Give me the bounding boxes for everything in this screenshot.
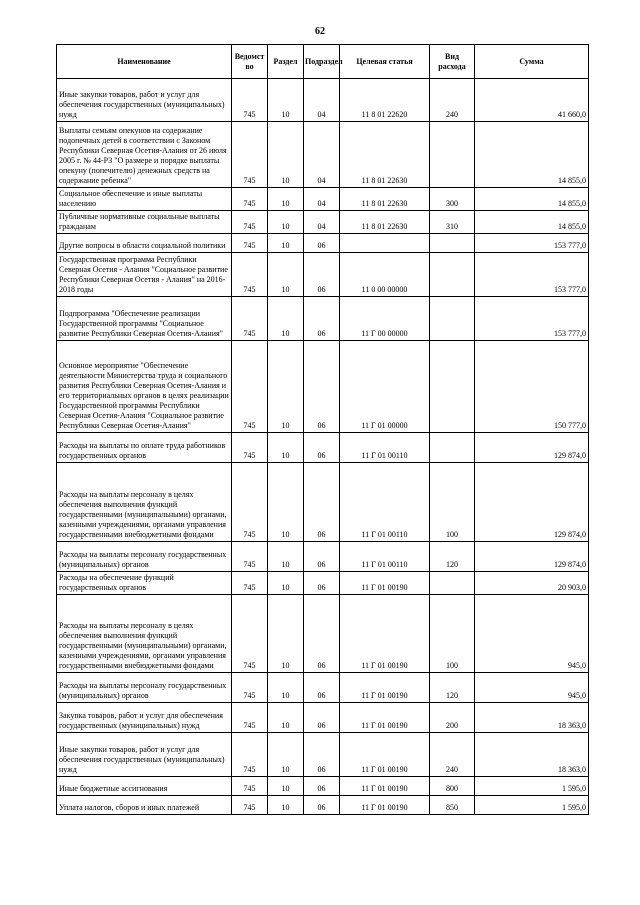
cell-type: 120 [430,673,475,703]
cell-target: 11 8 01 22630 [340,211,430,234]
cell-subsection: 06 [304,595,340,673]
cell-name: Расходы на выплаты персоналу государственных (муниципальных) органов [57,542,232,572]
cell-dept: 745 [232,234,268,253]
cell-subsection: 06 [304,341,340,433]
table-row [57,297,589,341]
cell-sum: 1 595,0 [475,777,589,796]
cell-dept: 745 [232,79,268,122]
cell-subsection: 06 [304,234,340,253]
cell-sum: 129 874,0 [475,433,589,463]
cell-name: Подпрограмма "Обеспечение реализации Государственной программы "Социальное развитие Республики Северная Осетия-Алания" [57,297,232,341]
cell-type: 240 [430,733,475,777]
cell-sum: 153 777,0 [475,234,589,253]
cell-dept: 745 [232,542,268,572]
cell-sum: 14 855,0 [475,211,589,234]
cell-section: 10 [268,796,304,815]
cell-sum: 41 660,0 [475,79,589,122]
cell-subsection: 04 [304,122,340,188]
cell-sum: 945,0 [475,595,589,673]
cell-type [430,234,475,253]
cell-type: 800 [430,777,475,796]
cell-name: Социальное обеспечение и иные выплаты населению [57,188,232,211]
table-row [57,211,589,234]
cell-dept: 745 [232,703,268,733]
cell-name: Расходы на выплаты персоналу в целях обеспечения выполнения функций государственными (муниципальными) органами, казенными учреждениями, органами управления государственными внебюджетными фондами [57,595,232,673]
table-row [57,463,589,542]
cell-name: Расходы на выплаты по оплате труда работников государственных органов [57,433,232,463]
header-sum: Сумма [475,45,589,79]
cell-subsection: 06 [304,796,340,815]
cell-section: 10 [268,572,304,595]
cell-sum: 129 874,0 [475,542,589,572]
cell-section: 10 [268,463,304,542]
table-row [57,777,589,796]
cell-type: 100 [430,595,475,673]
cell-type: 120 [430,542,475,572]
cell-section: 10 [268,122,304,188]
cell-type [430,341,475,433]
cell-subsection: 06 [304,253,340,297]
cell-name: Уплата налогов, сборов и иных платежей [57,796,232,815]
cell-target: 11 Г 01 00190 [340,595,430,673]
cell-dept: 745 [232,433,268,463]
table-row [57,733,589,777]
header-target: Целевая статья [340,45,430,79]
cell-subsection: 06 [304,463,340,542]
cell-subsection: 06 [304,542,340,572]
cell-type: 300 [430,188,475,211]
budget-table [56,44,589,815]
cell-target: 11 8 01 22630 [340,122,430,188]
cell-target: 11 Г 01 00110 [340,542,430,572]
cell-section: 10 [268,211,304,234]
cell-sum: 14 855,0 [475,122,589,188]
cell-sum: 129 874,0 [475,463,589,542]
cell-type [430,253,475,297]
cell-type [430,433,475,463]
header-subsection: Подраздел [304,45,340,79]
page-number: 62 [315,26,325,37]
cell-dept: 745 [232,341,268,433]
cell-section: 10 [268,733,304,777]
cell-section: 10 [268,253,304,297]
table-header-row [57,45,589,79]
cell-type: 310 [430,211,475,234]
cell-type: 240 [430,79,475,122]
table-row [57,433,589,463]
table-row [57,542,589,572]
cell-sum: 18 363,0 [475,703,589,733]
cell-sum: 20 903,0 [475,572,589,595]
header-type: Вид расхода [430,45,475,79]
cell-target: 11 8 01 22630 [340,188,430,211]
cell-type: 200 [430,703,475,733]
cell-subsection: 06 [304,572,340,595]
cell-type [430,572,475,595]
cell-target: 11 Г 01 00190 [340,796,430,815]
table-row [57,79,589,122]
table-row [57,673,589,703]
cell-target: 11 Г 00 00000 [340,297,430,341]
cell-subsection: 06 [304,673,340,703]
cell-type: 100 [430,463,475,542]
table-row [57,796,589,815]
table-row [57,122,589,188]
cell-target: 11 8 01 22620 [340,79,430,122]
cell-sum: 153 777,0 [475,253,589,297]
table-row [57,234,589,253]
cell-target [340,234,430,253]
cell-target: 11 Г 01 00190 [340,673,430,703]
cell-target: 11 Г 01 00190 [340,703,430,733]
cell-name: Другие вопросы в области социальной политики [57,234,232,253]
cell-section: 10 [268,703,304,733]
cell-name: Публичные нормативные социальные выплаты гражданам [57,211,232,234]
cell-name: Расходы на выплаты персоналу в целях обеспечения выполнения функций государственными (муниципальными) органами, казенными учреждениями, органами управления государственными внебюджетными фондами [57,463,232,542]
cell-subsection: 06 [304,297,340,341]
cell-dept: 745 [232,297,268,341]
cell-dept: 745 [232,188,268,211]
cell-section: 10 [268,79,304,122]
header-section: Раздел [268,45,304,79]
cell-dept: 745 [232,777,268,796]
cell-dept: 745 [232,673,268,703]
cell-dept: 745 [232,211,268,234]
cell-subsection: 06 [304,703,340,733]
cell-section: 10 [268,542,304,572]
cell-name: Иные закупки товаров, работ и услуг для обеспечения государственных (муниципальных) нужд [57,733,232,777]
cell-dept: 745 [232,796,268,815]
cell-section: 10 [268,341,304,433]
cell-name: Иные бюджетные ассигнования [57,777,232,796]
header-dept: Ведомст во [232,45,268,79]
cell-target: 11 Г 01 00110 [340,463,430,542]
cell-sum: 18 363,0 [475,733,589,777]
cell-subsection: 06 [304,777,340,796]
table-row [57,595,589,673]
cell-name: Выплаты семьям опекунов на содержание подопечных детей в соответствии с Законом Республики Северная Осетия-Алания от 26 июля 2005 г. № 44-РЗ "О размере и порядке выплаты опекуну (попечителю) денежных средств на содержание ребенка" [57,122,232,188]
cell-dept: 745 [232,122,268,188]
header-name: Наименование [57,45,232,79]
cell-name: Расходы на обеспечение функций государственных органов [57,572,232,595]
table-row [57,703,589,733]
cell-target: 11 Г 01 00190 [340,733,430,777]
cell-section: 10 [268,673,304,703]
cell-section: 10 [268,777,304,796]
cell-type: 850 [430,796,475,815]
cell-dept: 745 [232,463,268,542]
table-row [57,253,589,297]
cell-type [430,297,475,341]
cell-target: 11 0 00 00000 [340,253,430,297]
cell-target: 11 Г 01 00000 [340,341,430,433]
cell-subsection: 06 [304,733,340,777]
cell-dept: 745 [232,595,268,673]
cell-name: Расходы на выплаты персоналу государственных (муниципальных) органов [57,673,232,703]
table-row [57,572,589,595]
cell-subsection: 04 [304,79,340,122]
cell-section: 10 [268,433,304,463]
table-row [57,188,589,211]
cell-target: 11 Г 01 00190 [340,572,430,595]
cell-subsection: 04 [304,211,340,234]
cell-sum: 945,0 [475,673,589,703]
cell-type [430,122,475,188]
cell-sum: 14 855,0 [475,188,589,211]
table-body [57,79,589,815]
cell-sum: 1 595,0 [475,796,589,815]
cell-section: 10 [268,595,304,673]
cell-sum: 150 777,0 [475,341,589,433]
cell-name: Основное мероприятие "Обеспечение деятельности Министерства труда и социального развития Республики Северная Осетия-Алания и его территориальных органов в целях реализации Государственной программы Республики Северная Осетия-Алания "Социальное развитие Республики Северная Осетия-Алания" [57,341,232,433]
cell-subsection: 06 [304,433,340,463]
cell-target: 11 Г 01 00190 [340,777,430,796]
cell-name: Иные закупки товаров, работ и услуг для обеспечения государственных (муниципальных) нужд [57,79,232,122]
cell-section: 10 [268,234,304,253]
cell-section: 10 [268,297,304,341]
cell-sum: 153 777,0 [475,297,589,341]
cell-section: 10 [268,188,304,211]
cell-dept: 745 [232,253,268,297]
cell-dept: 745 [232,572,268,595]
cell-dept: 745 [232,733,268,777]
table-row [57,341,589,433]
cell-target: 11 Г 01 00110 [340,433,430,463]
cell-name: Государственная программа Республики Северная Осетия - Алания "Социальное развитие Республики Северная Осетия - Алания" на 2016-2018 годы [57,253,232,297]
cell-subsection: 04 [304,188,340,211]
cell-name: Закупка товаров, работ и услуг для обеспечения государственных (муниципальных) нужд [57,703,232,733]
